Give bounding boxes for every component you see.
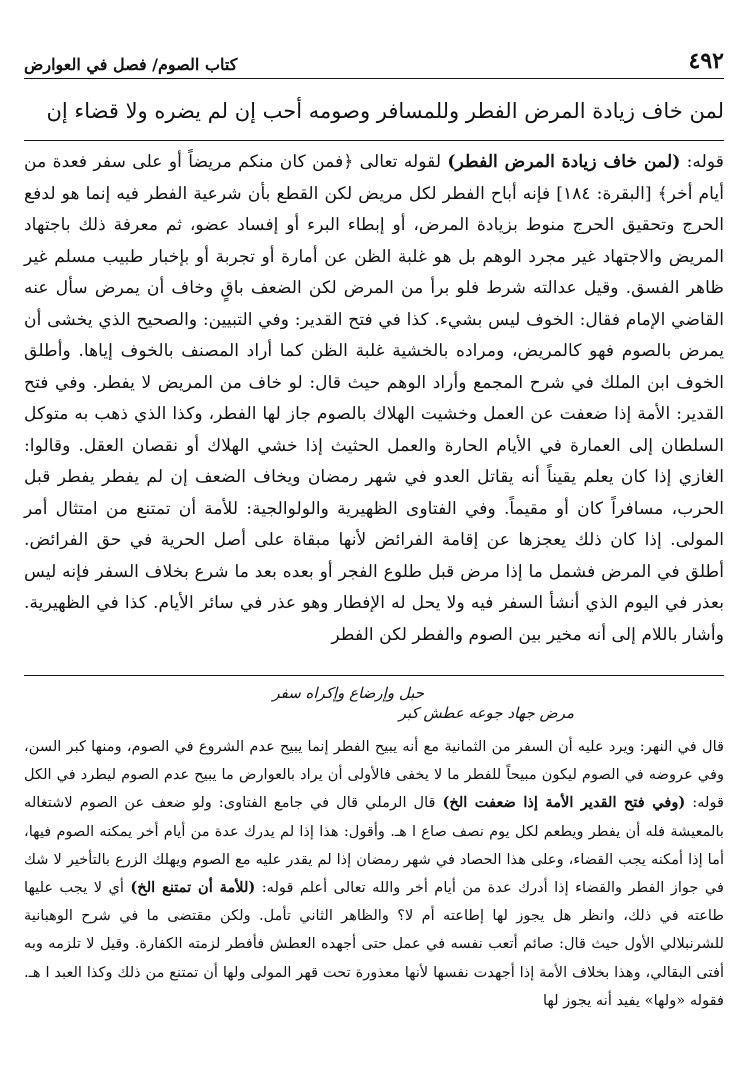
hashiya-text-3: أي لا يجب عليها طاعته في ذلك، وانظر هل يجوز لها إطاعته أم لا؟ والظاهر الثاني تأمل. ولكن مقتضى ما في شرح الوهبانية للشرنبلالي الأول حيث قال: صائم أتعب نفسه في عمل حتى أجهده العطش فأفطر لزمته الكفارة. وقيل لا تلزمه وبه أفتى البقالي، وهذا بخلاف الأمة إذا أجهدت نفسها لأنها معذورة تحت قهر المولى ولها أن تمتنع من ذلك وكذا العبد ا هـ. فقوله «ولها» يفيد أنه يجوز لها bbox=[24, 879, 724, 1009]
page-number: ٤٩٢ bbox=[688, 48, 724, 74]
sharh-commentary bbox=[24, 147, 724, 651]
sharh-intro: قوله: bbox=[680, 152, 724, 172]
sharh-quoted-lemma: (لمن خاف زيادة المرض الفطر) bbox=[447, 152, 681, 172]
sharh-body: لقوله تعالى ﴿فمن كان منكم مريضاً أو على سفر فعدة من أيام أخر﴾ [البقرة: ١٨٤] فإنه أباح الفطر لكل مريض لكن القطع بأن شرعية الفطر فيه إنما هو لدفع الحرج وتحقيق الحرج منوط بزيادة المرض، أو إبطاء البرء أو إفساد عضو، ثم معرفة ذلك باجتهاد المريض والاجتهاد غير مجرد الوهم بل هو غلبة الظن عن أمارة أو تجربة أو بإخبار طبيب مسلم غير ظاهر الفسق. وقيل عدالته شرط فلو برأ من المرض لكن الضعف باقٍ وخاف أن يمرض سأل عنه القاضي الإمام فقال: الخوف ليس بشيء. كذا في فتح القدير: وفي التبيين: والصحيح الذي يخشى أن يمرض بالصوم فهو كالمريض، ومراده بالخشية غلبة الظن كما أراد المصنف بالخوف إياها. وأطلق الخوف ابن الملك في شرح المجمع وأراد الوهم حيث قال: لو خاف من المريض لا يفطر. وفي فتح القدير: الأمة إذا ضعفت عن العمل وخشيت الهلاك بالصوم جاز لها الفطر، وكذا الذي ذهب به متوكل السلطان إلى العمارة في الأيام الحارة والعمل الحثيث إذا خشي الهلاك أو نقصان العقل. وقالوا: الغازي إذا كان يعلم يقيناً أنه يقاتل العدو في شهر رمضان ويخاف الضعف إن لم يفطر يفطر قبل الحرب، مسافراً كان أو مقيماً. وفي الفتاوى الظهيرية والولوالجية: للأمة أن تمتنع من امتثال أمر المولى. إذا كان ذلك يعجزها عن إقامة الفرائض لأنها مبقاة على أصل الحرية في حق الفرائض. أطلق في المرض فشمل ما إذا مرض قبل طلوع الفجر أو بعده بعد ما شرع بخلاف السفر فإنه ليس بعذر في اليوم الذي أنشأ السفر فيه ولا يحل له الإفطار وهو عذر في سائر الأيام. كذا في الظهيرية. وأشار باللام إلى أنه مخير بين الصوم والفطر لكن الفطر bbox=[24, 152, 724, 645]
matn-text: لمن خاف زيادة المرض الفطر وللمسافر وصومه أحب إن لم يضره ولا قضاء إن bbox=[46, 99, 724, 123]
hashiya-lemma-2: (للأمة أن تمتنع الخ) bbox=[130, 879, 256, 897]
hashiya-footnotes bbox=[24, 733, 724, 1015]
book-page bbox=[24, 0, 724, 1088]
section-divider bbox=[24, 675, 724, 676]
verse-line-2: مرض جهاد جوعه عطش كبر bbox=[398, 704, 574, 722]
running-title: كتاب الصوم/ فصل في العوارض bbox=[24, 55, 238, 74]
hashiya-paragraph bbox=[24, 733, 724, 1015]
verse-line-1: حبل وإرضاع وإكراه سفر bbox=[272, 684, 424, 702]
hashiya-text-2: قال الرملي قال في جامع الفتاوى: ولو ضعف عن الصوم لاشتغاله بالمعيشة فله أن يفطر ويطعم لكل يوم نصف صاع ا هـ. وأقول: هذا إذا لم يدرك عدة من أيام أخر يمكنه الصوم فيها، أما إذا أمكنه يجب القضاء، وعلى هذا الحصاد في شهر رمضان إذا لم يقدر عليه مع الصوم ويهلك الزرع بالتأخير لا شك في جواز الفطر والقضاء إذا أدرك عدة من أيام أخر والله تعالى أعلم قوله: bbox=[24, 794, 724, 897]
page-header bbox=[24, 44, 724, 79]
hashiya-lemma-1: (وفي فتح القدير الأمة إذا ضعفت الخ) bbox=[442, 794, 686, 812]
matn-divider bbox=[24, 140, 724, 141]
verse-gloss bbox=[24, 680, 724, 728]
sharh-paragraph bbox=[24, 147, 724, 651]
hashiya-text-1: قال في النهر: ويرد عليه أن السفر من الثمانية مع أنه يبيح الفطر إنما يبيح عدم الشروع في الصوم، ومنها كبر السن، وفي عروضه في الصوم ليكون مبيحاً للفطر ما لا يخفى فالأولى أن يراد بالعوارض ما يبيح عدم الصوم ليطرد في الكل قوله: bbox=[24, 738, 725, 812]
